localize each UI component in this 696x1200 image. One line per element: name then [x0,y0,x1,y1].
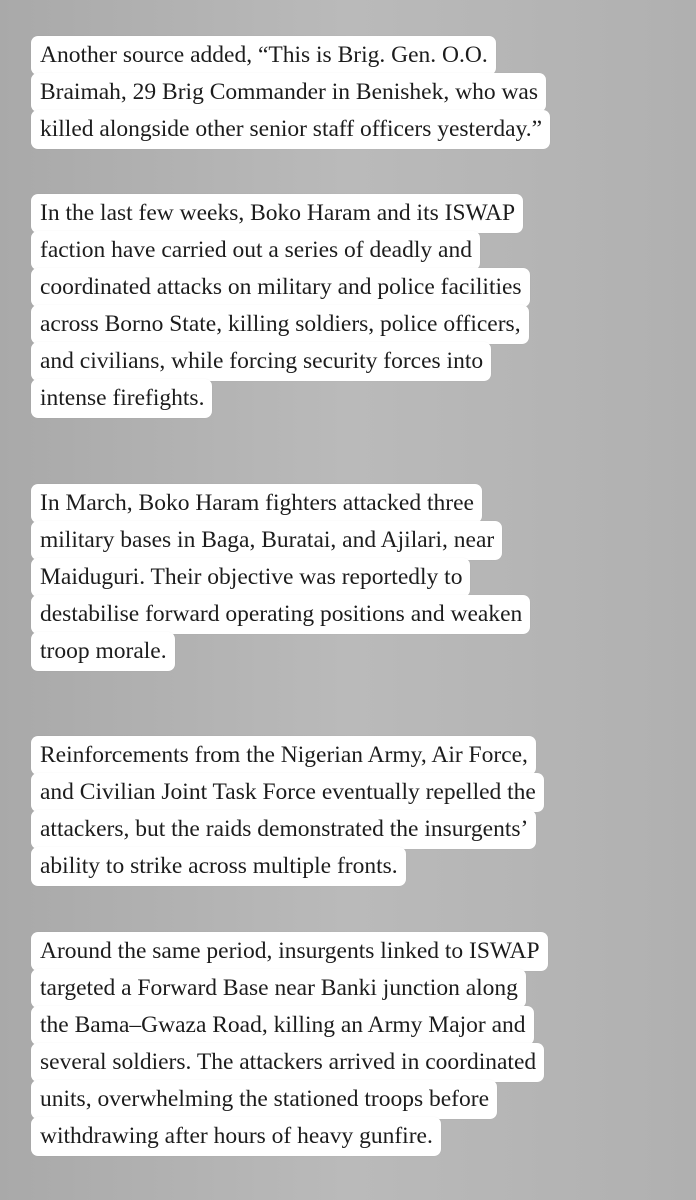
text-line: troop morale. [31,632,175,671]
text-line: and Civilian Joint Task Force eventually repelled the [31,773,544,812]
text-line: units, overwhelming the stationed troops before [31,1080,497,1119]
text-line: In the last few weeks, Boko Haram and its ISWAP [31,194,523,233]
text-line: Another source added, “This is Brig. Gen. O.O. [31,36,496,75]
text-line: across Borno State, killing soldiers, police officers, [31,305,529,344]
text-line: destabilise forward operating positions and weaken [31,595,530,634]
paragraph-1 [31,36,550,147]
text-line: Around the same period, insurgents linked to ISWAP [31,932,548,971]
text-line: Reinforcements from the Nigerian Army, Air Force, [31,736,536,775]
text-line: military bases in Baga, Buratai, and Ajilari, near [31,521,502,560]
text-line: several soldiers. The attackers arrived in coordinated [31,1043,544,1082]
text-line: ability to strike across multiple fronts. [31,847,406,886]
text-line: In March, Boko Haram fighters attacked three [31,484,482,523]
text-line: and civilians, while forcing security forces into [31,342,491,381]
paragraph-3 [31,484,530,669]
paragraph-4 [31,736,544,884]
text-line: attackers, but the raids demonstrated the insurgents’ [31,810,536,849]
text-line: killed alongside other senior staff officers yesterday.” [31,110,550,149]
paragraph-5 [31,932,548,1154]
text-line: faction have carried out a series of deadly and [31,231,480,270]
text-line: the Bama–Gwaza Road, killing an Army Major and [31,1006,534,1045]
text-line: targeted a Forward Base near Banki junction along [31,969,526,1008]
text-line: Maiduguri. Their objective was reportedly to [31,558,470,597]
paragraph-2 [31,194,530,416]
text-line: Braimah, 29 Brig Commander in Benishek, who was [31,73,546,112]
text-line: withdrawing after hours of heavy gunfire. [31,1117,441,1156]
text-line: coordinated attacks on military and police facilities [31,268,530,307]
text-line: intense firefights. [31,379,212,418]
